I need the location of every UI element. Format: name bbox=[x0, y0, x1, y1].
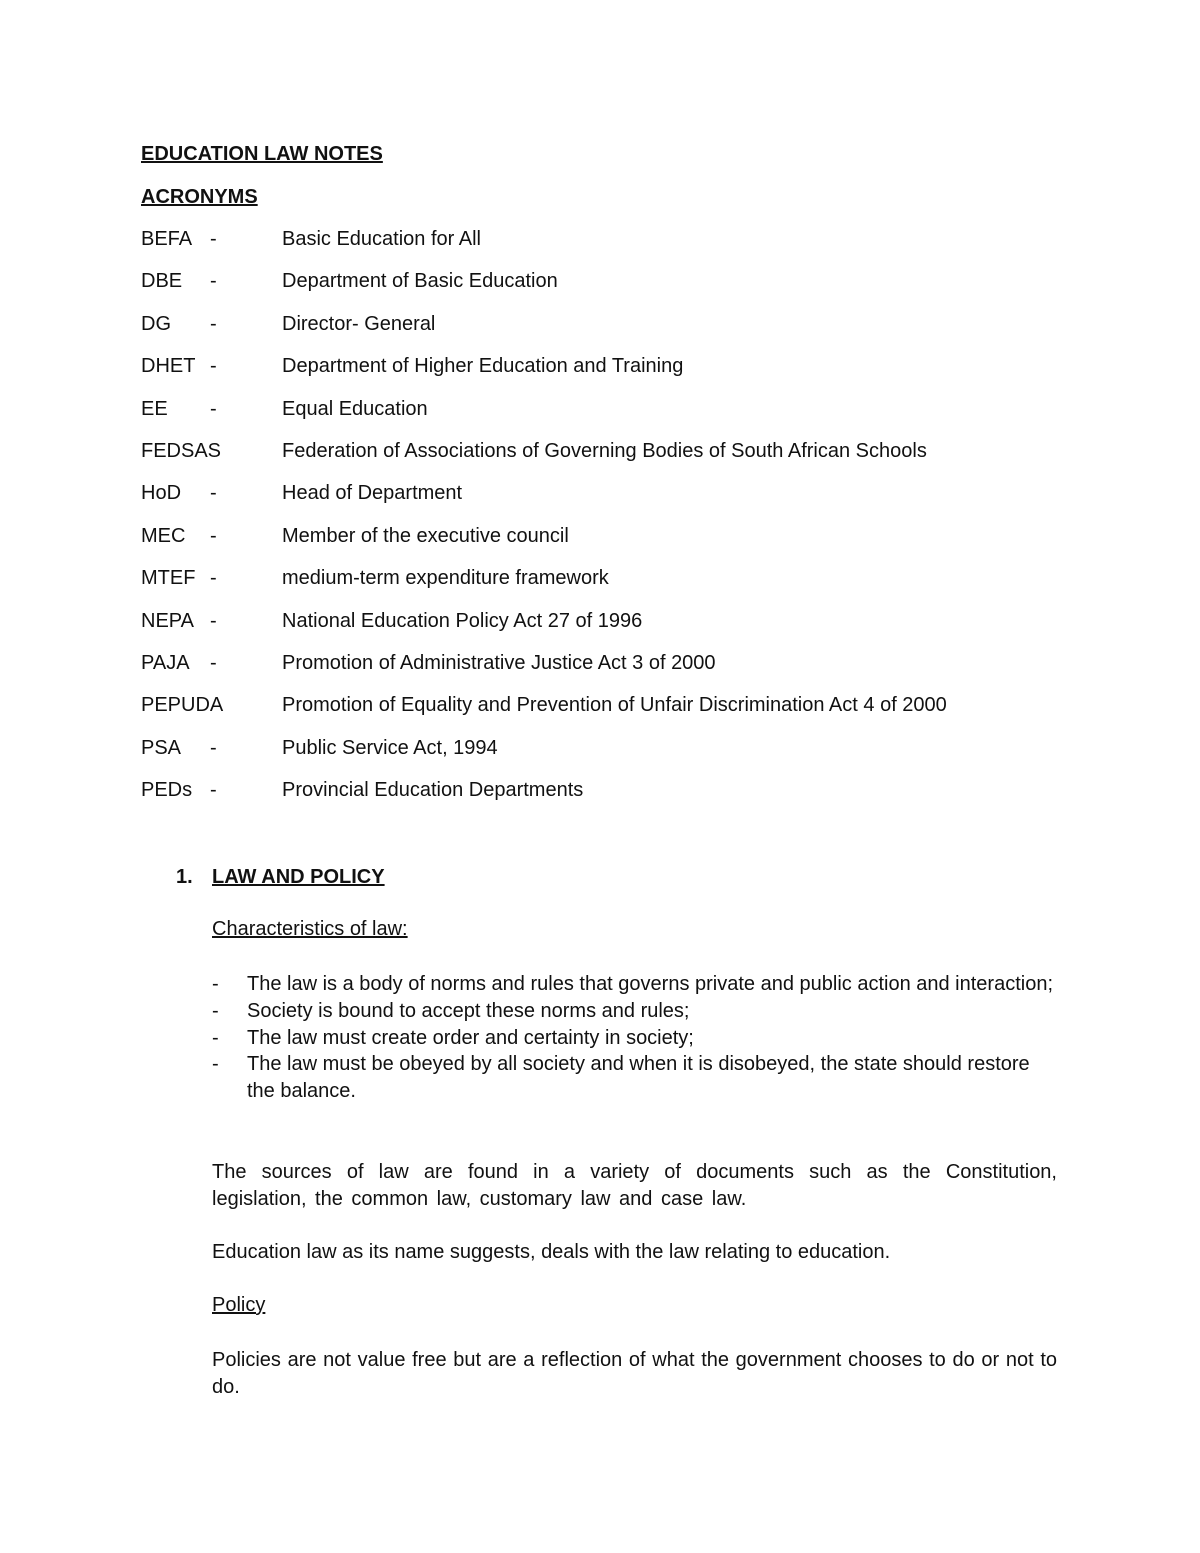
section-number: 1. bbox=[176, 866, 193, 888]
policy-paragraph: Policies are not value free but are a reflection of what the government chooses to do or not to do. bbox=[212, 1349, 1057, 1398]
acronym-abbr: HoD bbox=[141, 482, 182, 505]
characteristics-list bbox=[212, 971, 1057, 1105]
acronym-row bbox=[141, 566, 1101, 608]
acronym-abbr: FEDSAS bbox=[141, 439, 222, 462]
acronym-definition: Member of the executive council bbox=[282, 524, 569, 547]
acronyms-list bbox=[141, 227, 1101, 820]
acronym-definition: Director- General bbox=[282, 312, 436, 335]
acronym-abbr: DG bbox=[141, 312, 171, 335]
acronym-row bbox=[141, 524, 1101, 566]
acronym-definition: Promotion of Equality and Prevention of Unfair Discrimination Act 4 of 2000 bbox=[282, 694, 947, 717]
acronym-row bbox=[141, 354, 1101, 396]
education-law-paragraph: Education law as its name suggests, deals with the law relating to education. bbox=[212, 1241, 891, 1263]
acronym-definition: Department of Basic Education bbox=[282, 270, 558, 293]
acronym-row bbox=[141, 227, 1101, 269]
acronym-row bbox=[141, 609, 1101, 651]
acronym-dash: - bbox=[210, 736, 217, 759]
acronyms-heading: ACRONYMS bbox=[141, 186, 258, 208]
acronym-definition: Equal Education bbox=[282, 397, 428, 420]
acronym-row bbox=[141, 481, 1101, 523]
acronym-dash: - bbox=[210, 482, 217, 505]
acronym-definition: Promotion of Administrative Justice Act 3 of 2000 bbox=[282, 651, 716, 674]
document-title: EDUCATION LAW NOTES bbox=[141, 143, 383, 165]
acronym-row bbox=[141, 693, 1101, 735]
acronym-dash: - bbox=[210, 609, 217, 632]
section-heading bbox=[176, 865, 385, 889]
list-item-text: Society is bound to accept these norms and rules; bbox=[247, 999, 690, 1022]
acronym-dash: - bbox=[210, 270, 217, 293]
acronym-dash: - bbox=[210, 355, 217, 378]
acronym-definition: National Education Policy Act 27 of 1996 bbox=[282, 609, 643, 632]
acronym-dash: - bbox=[210, 312, 217, 335]
acronym-abbr: PEDs bbox=[141, 779, 193, 802]
acronym-definition: Head of Department bbox=[282, 482, 463, 505]
acronym-abbr: PEPUDA bbox=[141, 694, 224, 717]
acronym-abbr: NEPA bbox=[141, 609, 194, 632]
acronym-abbr: MEC bbox=[141, 524, 186, 547]
acronym-row bbox=[141, 651, 1101, 693]
acronym-dash: - bbox=[210, 524, 217, 547]
acronym-dash: - bbox=[210, 779, 217, 802]
acronym-row bbox=[141, 439, 1101, 481]
acronym-abbr: MTEF bbox=[141, 567, 196, 590]
acronym-row bbox=[141, 312, 1101, 354]
characteristics-heading: Characteristics of law: bbox=[212, 918, 408, 940]
policy-heading: Policy bbox=[212, 1294, 266, 1316]
list-item bbox=[212, 1051, 1057, 1105]
acronym-row bbox=[141, 778, 1101, 820]
acronym-abbr: BEFA bbox=[141, 228, 193, 250]
acronym-abbr: DHET bbox=[141, 355, 196, 378]
bullet-marker: - bbox=[212, 999, 219, 1022]
acronym-abbr: EE bbox=[141, 397, 168, 420]
acronym-row bbox=[141, 269, 1101, 311]
list-item-text: The law is a body of norms and rules that governs private and public action and interaction; bbox=[247, 973, 1054, 995]
bullet-marker: - bbox=[212, 1026, 219, 1049]
bullet-marker: - bbox=[212, 973, 219, 995]
list-item bbox=[212, 1025, 1057, 1052]
acronym-dash: - bbox=[210, 651, 217, 674]
section-title: LAW AND POLICY bbox=[212, 866, 385, 888]
acronym-dash: - bbox=[210, 397, 217, 420]
acronym-dash: - bbox=[210, 228, 217, 250]
acronym-definition: medium-term expenditure framework bbox=[282, 567, 609, 590]
list-item bbox=[212, 998, 1057, 1025]
acronym-abbr: DBE bbox=[141, 270, 183, 293]
acronym-abbr: PSA bbox=[141, 736, 182, 759]
acronym-definition: Provincial Education Departments bbox=[282, 779, 584, 802]
acronym-row bbox=[141, 397, 1101, 439]
acronym-definition: Basic Education for All bbox=[282, 228, 481, 250]
acronym-row bbox=[141, 736, 1101, 778]
list-item-text: The law must create order and certainty in society; bbox=[247, 1026, 694, 1049]
acronym-definition: Department of Higher Education and Training bbox=[282, 355, 684, 378]
sources-paragraph: The sources of law are found in a variety of documents such as the Constitution, legislation, the common law, customary law and case law. bbox=[212, 1161, 1057, 1210]
acronym-abbr: PAJA bbox=[141, 651, 190, 674]
acronym-definition: Federation of Associations of Governing Bodies of South African Schools bbox=[282, 439, 927, 462]
acronym-definition: Public Service Act, 1994 bbox=[282, 736, 498, 759]
list-item-text: The law must be obeyed by all society and when it is disobeyed, the state should restore the balance. bbox=[247, 1053, 1030, 1103]
list-item bbox=[212, 971, 1057, 998]
acronym-dash: - bbox=[210, 567, 217, 590]
bullet-marker: - bbox=[212, 1053, 219, 1076]
